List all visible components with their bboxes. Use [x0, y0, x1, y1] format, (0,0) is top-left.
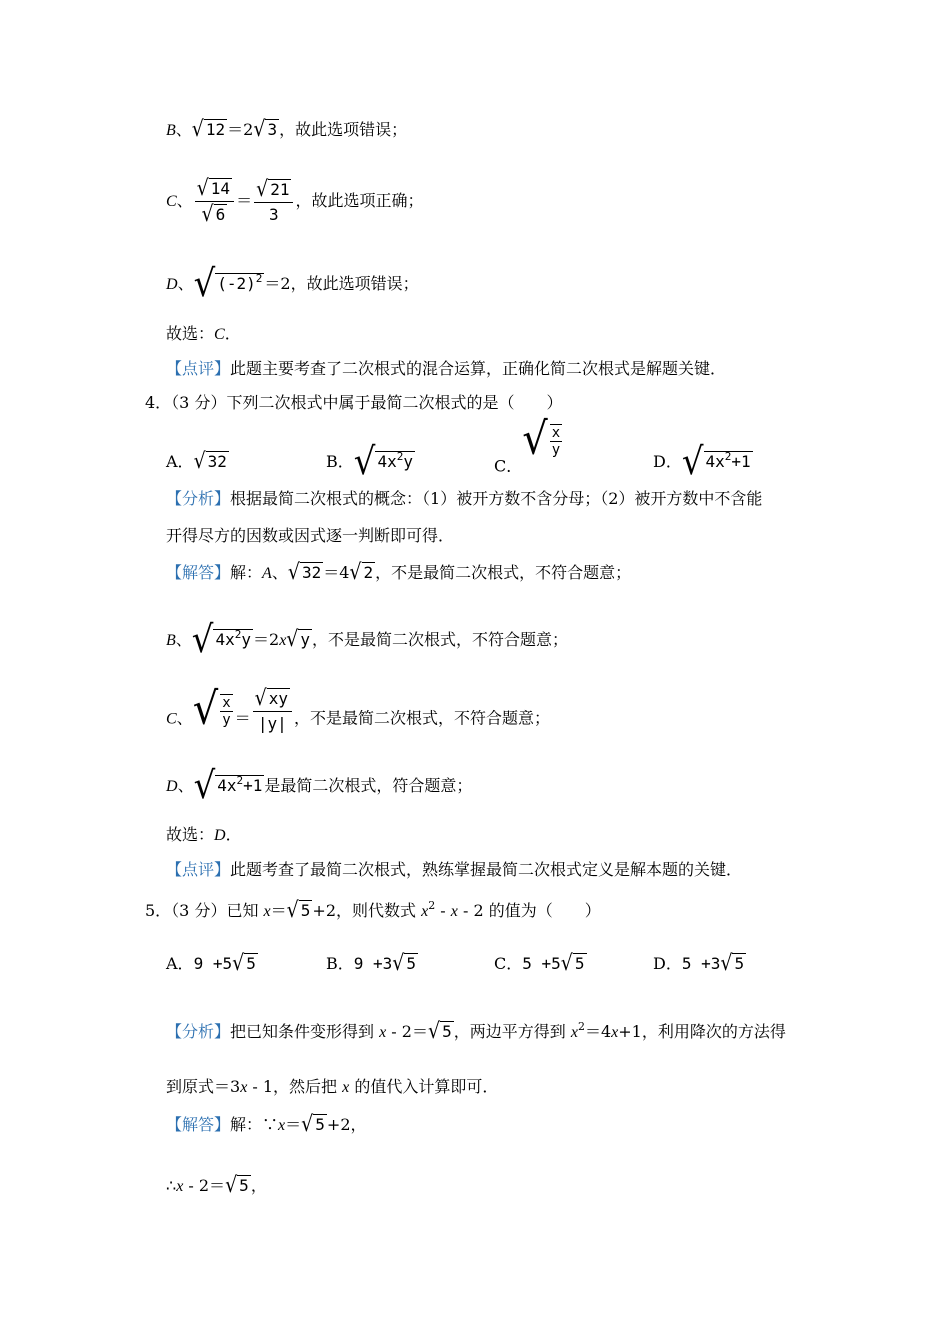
option-d-radicand: 4x	[705, 452, 725, 471]
option-c: C．5 +5√ 5	[494, 950, 585, 976]
conclusion-text: ，故此选项错误；	[279, 120, 408, 139]
option-label: C	[166, 710, 177, 728]
analysis-tag: 【分析】	[166, 489, 231, 508]
option-b: B．9 +3√ 5	[326, 950, 417, 976]
variable-x: x	[342, 1079, 350, 1096]
review-tag: 【点评】	[166, 860, 231, 879]
option-label: D	[166, 778, 178, 795]
equals-text: ＝2	[227, 120, 254, 139]
option-label: C	[166, 193, 177, 210]
radicand: 5	[442, 1022, 452, 1041]
separator: 、	[177, 776, 194, 795]
option-label: B	[166, 632, 176, 649]
conclusion-text: ，不是最简二次根式，不符合题意；	[375, 563, 632, 582]
solution-tag: 【解答】	[166, 1115, 231, 1134]
numerator: x	[222, 695, 231, 711]
option-a-radicand: 5	[246, 954, 256, 973]
denominator: |y|	[257, 714, 287, 733]
solution-end: ，	[250, 1176, 267, 1195]
radicand-tail: y	[241, 630, 251, 649]
sqrt-expression: √ $(-2)^2$	[193, 262, 263, 306]
option-c-label: C．	[494, 456, 523, 476]
option-d-radicand: 5	[734, 954, 745, 973]
option-c: C．√ $\frac{x}{y}$	[494, 413, 561, 476]
analysis-text: ＝4	[584, 1022, 612, 1041]
radicand: 5	[239, 1176, 249, 1195]
solution-end: +2，	[326, 1115, 367, 1134]
option-label: B	[166, 122, 176, 139]
option-a-label: A．	[166, 954, 194, 973]
therefore-symbol: ∴	[166, 1176, 177, 1195]
separator: 、	[176, 191, 193, 210]
option-c-numerator: x	[551, 425, 561, 441]
variable-x: x	[379, 1024, 387, 1041]
radicand: 5	[300, 901, 311, 920]
equals-text: ＝	[285, 1115, 302, 1134]
equals-text: ＝2	[264, 274, 291, 293]
option-d: D．√ $4x^2+1$	[653, 440, 751, 484]
choice-answer: D	[214, 827, 226, 844]
option-b-label: B．	[326, 954, 354, 973]
analysis-tag: 【分析】	[166, 1022, 231, 1041]
q4-review	[166, 859, 742, 881]
denominator-radicand: 6	[215, 205, 226, 224]
separator: 、	[177, 274, 194, 293]
q5-analysis-line1: 【分析】把已知条件变形得到 x - 2＝√ 5 ，两边平方得到 $x^2=4x+1$，利用降次的方法得	[166, 1018, 786, 1044]
variable-x: x	[263, 903, 271, 920]
variable-x: x	[176, 1178, 184, 1195]
q3-line-c	[166, 176, 423, 227]
q5-stem: 5．（3 分）已知 x＝√ 5 +2，则代数式 $x^2$ - x - 2 的值为（ ）	[145, 897, 601, 923]
option-b-label: B．	[326, 452, 354, 471]
q5-analysis-line2	[166, 1076, 498, 1099]
radicand: 4x	[215, 630, 235, 649]
option-a: A．9 +5√ 5	[166, 950, 256, 976]
conclusion-text: ，故此选项错误；	[290, 274, 419, 293]
q4-choice	[166, 824, 242, 847]
review-tag: 【点评】	[166, 359, 231, 378]
separator: 、	[271, 563, 288, 582]
q5-solution-line2: ∴x - 2＝√ 5 ，	[166, 1172, 267, 1198]
exponent: 2	[234, 628, 242, 641]
option-d: D．5 +3√ 5	[653, 950, 745, 976]
option-d-exponent: 2	[724, 450, 732, 463]
exponent: 2	[255, 272, 263, 285]
analysis-text: +1，利用降次的方法得	[618, 1022, 786, 1041]
operator-text: -	[435, 901, 451, 920]
q3-line-d	[166, 262, 419, 306]
variable-x: x	[570, 1024, 578, 1041]
fraction: $\frac{√ 21}{3}$	[254, 177, 293, 227]
sqrt-expression: √ 3	[253, 116, 278, 142]
separator: 、	[176, 708, 193, 728]
variable-x: x	[450, 903, 458, 920]
analysis-text: 把已知条件变形得到	[230, 1022, 380, 1041]
variable-x: x	[240, 1079, 248, 1096]
choice-label: 故选：	[166, 825, 215, 844]
fraction: $\frac{√ 14}{√ 6}$	[195, 176, 234, 227]
radicand: 12	[205, 120, 226, 139]
option-a-radicand: 32	[207, 452, 227, 471]
radicand: 5	[315, 1115, 325, 1134]
choice-label: 故选：	[166, 324, 215, 343]
analysis-text: 根据最简二次根式的概念：（1）被开方数不含分母；（2）被开方数中不含能	[230, 489, 763, 508]
analysis-text: 到原式＝3	[166, 1077, 241, 1096]
variable-x: x	[279, 632, 287, 649]
analysis-text: - 2＝	[386, 1022, 428, 1041]
option-d-label: D．	[653, 954, 682, 973]
variable-x: x	[421, 903, 429, 920]
option-c-radicand: 5	[574, 954, 585, 973]
q4-stem: 4．（3 分）下列二次根式中属于最简二次根式的是（ ）	[145, 393, 563, 412]
option-c-denominator: y	[551, 442, 561, 458]
q4-analysis-line1	[166, 488, 762, 510]
q3-choice	[166, 323, 241, 346]
stem-end: - 2 的值为（ ）	[457, 901, 601, 920]
review-text: 此题主要考查了二次根式的混合运算，正确化简二次根式是解题关键．	[230, 359, 727, 378]
option-b-radicand: 4x	[377, 452, 397, 471]
option-b-value: 9 +3	[353, 954, 393, 973]
equals-text: ＝2	[253, 630, 280, 649]
radicand: y	[300, 630, 311, 649]
solution-prefix: 解：∵	[230, 1115, 279, 1134]
option-a-value: 9 +5	[193, 954, 233, 973]
variable-x: x	[278, 1117, 286, 1134]
radicand: 2	[363, 563, 374, 582]
choice-end: ．	[225, 825, 242, 844]
choice-answer: C	[214, 326, 225, 343]
analysis-text: ，两边平方得到	[453, 1022, 571, 1041]
q3-line-b	[166, 118, 407, 142]
conclusion-text: ，不是最简二次根式，不符合题意；	[294, 708, 551, 728]
q5-solution-line1: 【解答】解：∵x＝√ 5 +2，	[166, 1111, 367, 1137]
option-c-value: 5 +5	[522, 954, 561, 973]
radicand-tail: +1	[243, 776, 263, 795]
q4-solution-a: 【解答】解：A、√ 32 ＝4√ 2 ，不是最简二次根式，不符合题意；	[166, 559, 632, 585]
radicand: 3	[267, 120, 278, 139]
equals-text: ＝	[234, 708, 251, 728]
numerator-radicand: 21	[270, 179, 290, 199]
q4-solution-d: D、√ $4x^2+1$ 是最简二次根式，符合题意；	[166, 764, 473, 808]
conclusion-text: ，故此选项正确；	[295, 191, 424, 210]
denominator: 3	[268, 204, 279, 224]
separator: 、	[175, 630, 192, 649]
radicand: 4x	[217, 776, 237, 795]
variable-x: x	[611, 1024, 619, 1041]
option-a-label: A．	[166, 452, 194, 471]
equation-text: - 2＝	[183, 1176, 226, 1195]
numerator-radicand: 14	[210, 179, 231, 198]
review-text: 此题考查了最简二次根式，熟练掌握最简二次根式定义是解本题的关键．	[230, 860, 743, 879]
option-a: A．√ 32	[166, 448, 227, 474]
conclusion-text: ，不是最简二次根式，不符合题意；	[312, 630, 569, 649]
option-b-radicand-tail: y	[403, 452, 413, 471]
sqrt-expression: √ 12	[191, 116, 226, 142]
option-label: A	[262, 565, 272, 582]
stem-middle: +2，则代数式	[312, 901, 422, 920]
conclusion-text: 是最简二次根式，符合题意；	[264, 776, 473, 795]
separator: 、	[175, 120, 192, 139]
option-c-label: C．	[494, 954, 523, 973]
exponent: 2	[236, 774, 244, 787]
solution-prefix: 解：	[230, 563, 263, 582]
stem-prefix: 5．（3 分）已知	[145, 901, 264, 920]
solution-tag: 【解答】	[166, 563, 231, 582]
option-b: B．√ $4x^2y$	[326, 440, 413, 484]
option-d-radicand-tail: +1	[731, 452, 751, 471]
option-d-label: D．	[653, 452, 682, 471]
exponent: 2	[428, 899, 436, 912]
analysis-text: 的值代入计算即可．	[349, 1077, 499, 1096]
q4-solution-b: B、√ $4x^2y =2x√$ y ，不是最简二次根式，不符合题意；	[166, 618, 569, 662]
q4-solution-c: C、√ $\frac{x}{y}$ ＝ $\frac{√ xy}{|y|}$ ，不是最简二次根式，不符合题意；	[166, 686, 550, 736]
q4-analysis-line2: 开得尽方的因数或因式逐一判断即可得．	[166, 526, 455, 545]
option-b-radicand: 5	[406, 954, 417, 973]
choice-end: ．	[224, 324, 241, 343]
equals-text: ＝	[236, 191, 253, 210]
option-label: D	[166, 276, 178, 293]
numerator-radicand: xy	[268, 689, 289, 708]
denominator: y	[222, 712, 231, 728]
radicand: 32	[301, 563, 322, 582]
option-b-exponent: 2	[396, 450, 404, 463]
exponent: 2	[577, 1020, 585, 1033]
radicand: (-2)	[217, 274, 256, 293]
equals-text: ＝	[270, 901, 287, 920]
equals-text: ＝4	[323, 563, 350, 582]
option-d-value: 5 +3	[681, 954, 721, 973]
analysis-text: - 1，然后把	[247, 1077, 343, 1096]
q3-review	[166, 358, 726, 380]
